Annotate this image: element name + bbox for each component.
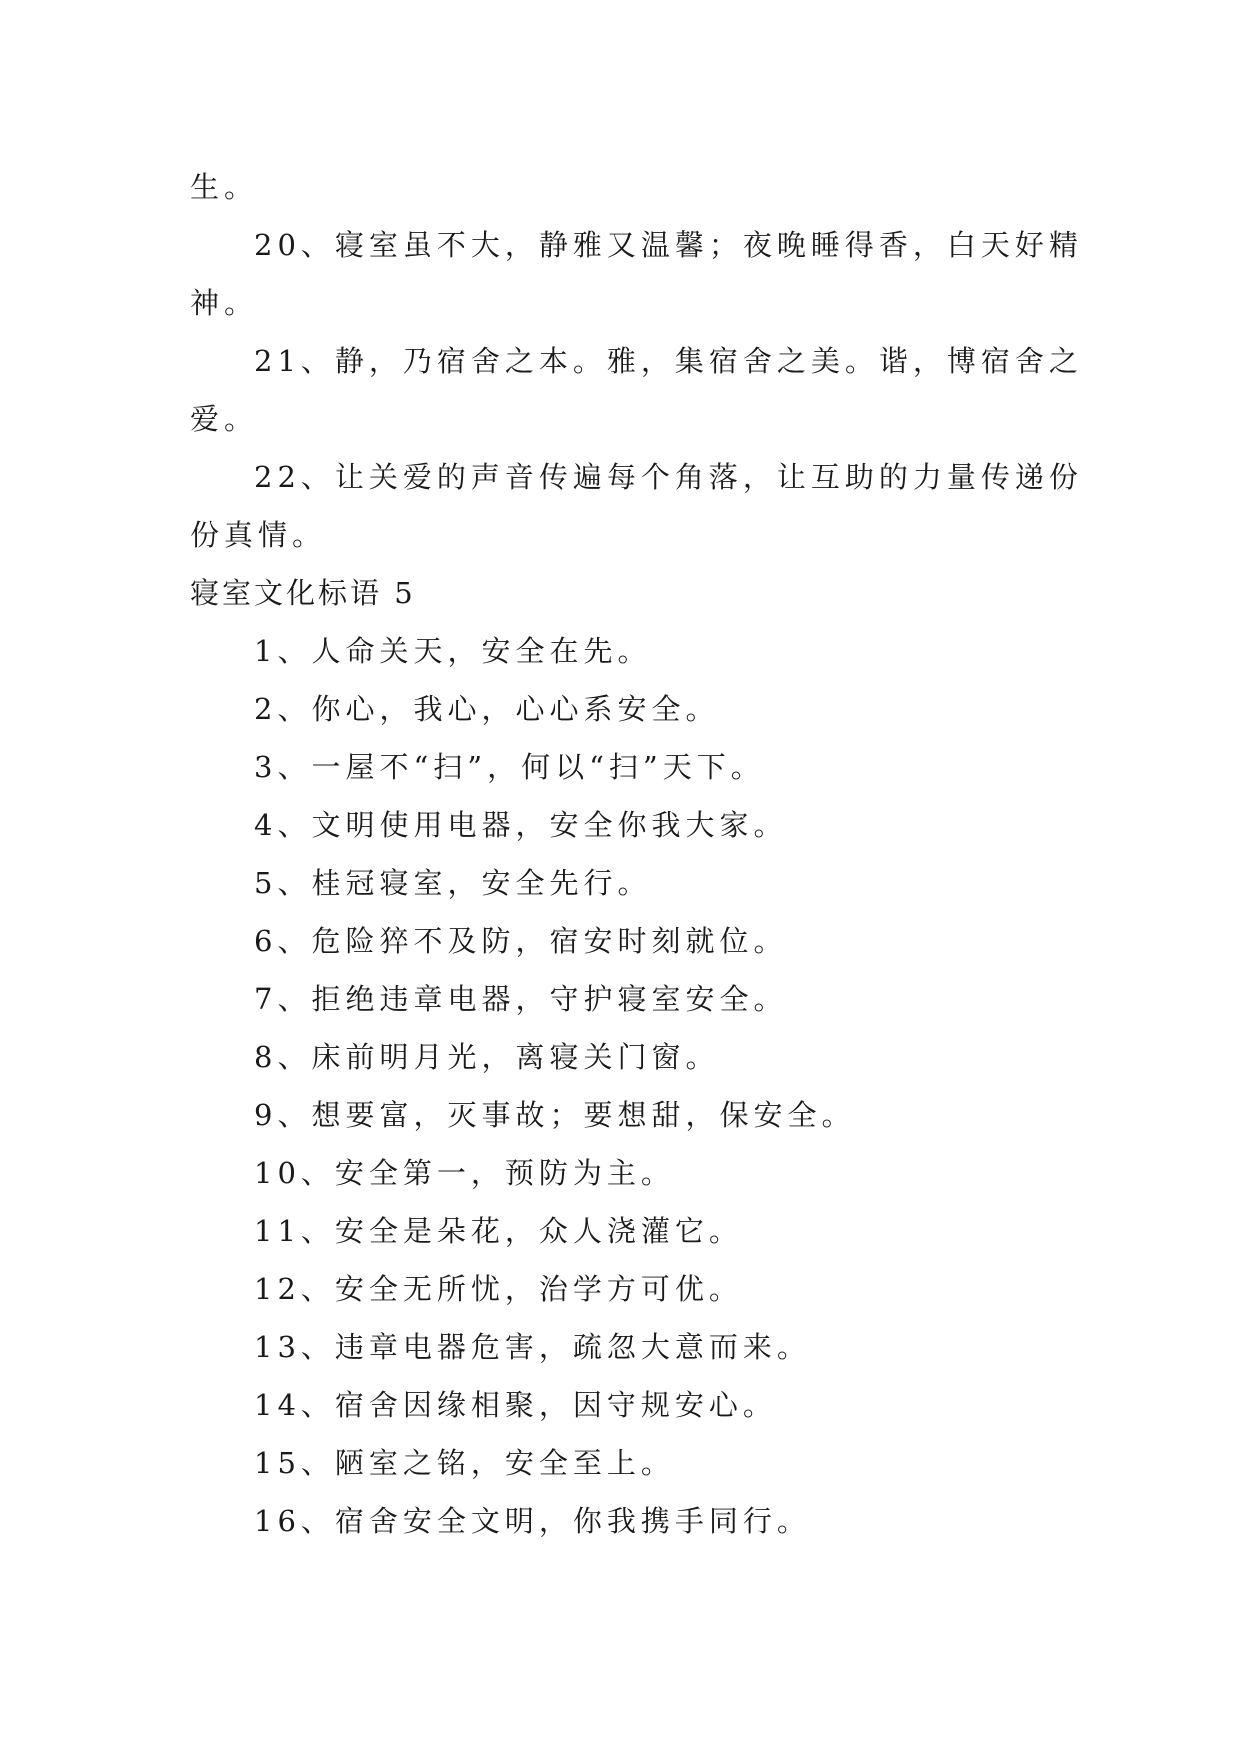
slogan-21-line-2: 爱。 <box>190 402 259 436</box>
paragraph-continuation: 生。 <box>190 170 259 204</box>
document-page <box>190 158 1083 1550</box>
list-item: 7、拒绝违章电器，守护寝室安全。 <box>254 982 788 1016</box>
list-item: 14、宿舍因缘相聚，因守规安心。 <box>254 1388 777 1422</box>
list-item: 15、陋室之铭，安全至上。 <box>254 1446 675 1480</box>
list-item: 3、一屋不“扫”，何以“扫”天下。 <box>254 750 765 784</box>
slogan-22-line-2: 份真情。 <box>190 518 327 552</box>
list-item: 8、床前明月光，离寝关门窗。 <box>254 1040 720 1074</box>
slogan-20-line-2: 神。 <box>190 286 259 320</box>
list-item: 5、桂冠寝室，安全先行。 <box>254 866 652 900</box>
section-title: 寝室文化标语 5 <box>190 576 416 610</box>
list-item: 6、危险猝不及防，宿安时刻就位。 <box>254 924 788 958</box>
list-item: 16、宿舍安全文明，你我携手同行。 <box>254 1504 811 1538</box>
list-item: 1、人命关天，安全在先。 <box>254 634 652 668</box>
slogan-22-line-1: 22、让关爱的声音传遍每个角落，让互助的力量传递份 <box>254 460 1083 494</box>
list-item: 4、文明使用电器，安全你我大家。 <box>254 808 788 842</box>
list-item: 13、违章电器危害，疏忽大意而来。 <box>254 1330 811 1364</box>
list-item: 11、安全是朵花，众人浇灌它。 <box>254 1214 743 1248</box>
list-item: 10、安全第一，预防为主。 <box>254 1156 675 1190</box>
slogan-20-line-1: 20、寝室虽不大，静雅又温馨；夜晚睡得香，白天好精 <box>254 228 1083 262</box>
slogan-21-line-1: 21、静，乃宿舍之本。雅，集宿舍之美。谐，博宿舍之 <box>254 344 1083 378</box>
list-item: 12、安全无所忧，治学方可优。 <box>254 1272 743 1306</box>
list-item: 2、你心，我心，心心系安全。 <box>254 692 720 726</box>
list-item: 9、想要富，灭事故；要想甜，保安全。 <box>254 1098 856 1132</box>
